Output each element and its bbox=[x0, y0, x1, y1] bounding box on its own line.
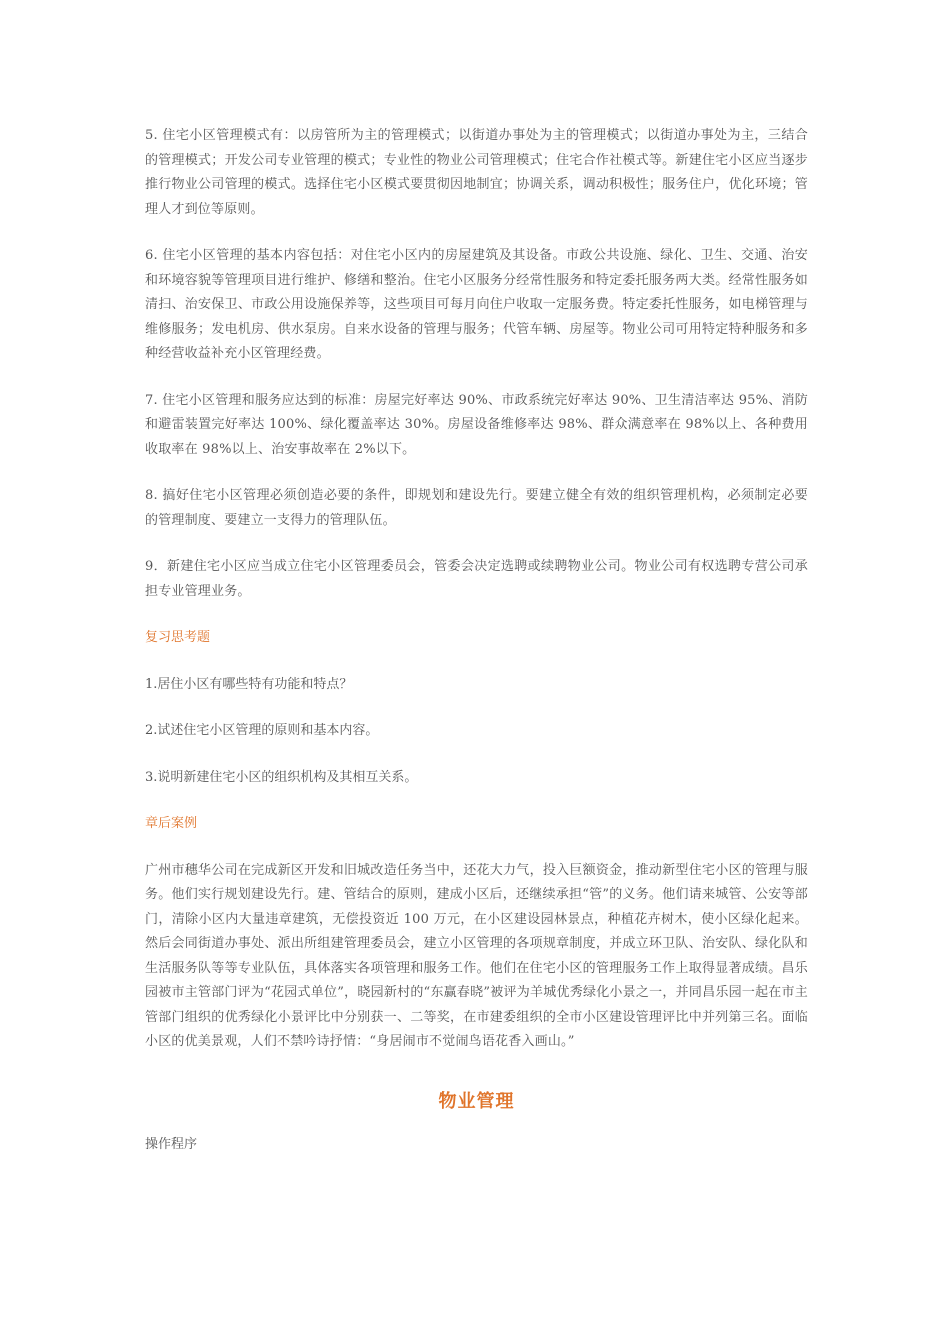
section-title: 物业管理 bbox=[438, 1090, 515, 1112]
review-question-2: 2.试述住宅小区管理的原则和基本内容。 bbox=[145, 723, 379, 738]
case-heading: 章后案例 bbox=[145, 816, 198, 831]
review-heading: 复习思考题 bbox=[145, 630, 211, 645]
case-text: 广州市穗华公司在完成新区开发和旧城改造任务当中，还花大力气，投入巨额资金，推动新型住宅小区的管理与服务。他们实行规划建设先行。建、管结合的原则，建成小区后，还继续承担“管”的义务。他们请来城管、公安等部门，清除小区内大量违章建筑，无偿投资近 100 万元，在小区建设园林景点，种植花卉树木，使小区绿化起来。然后会同街道办事处、派出所组建管理委员会，建立小区管理的各项规章制度，并成立环卫队、治安队、绿化队和生活服务队等等专业队伍，具体落实各项管理和服务工作。他们在住宅小区的管理服务工作上取得显著成绩。昌乐园被市主管部门评为“花园式单位”，晓园新村的“东赢春晓”被评为羊城优秀绿化小景之一，并同昌乐园一起在市主管部门组织的优秀绿化小景评比中分别获一、二等奖，在市建委组织的全市小区建设管理评比中并列第三名。面临小区的优美景观，人们不禁吟诗抒情：“身居闹市不觉闹鸟语花香入画山。” bbox=[145, 862, 808, 1049]
paragraph-8: 8. 搞好住宅小区管理必须创造必要的条件，即规划和建设先行。要建立健全有效的组织管理机构，必须制定必要的管理制度、要建立一支得力的管理队伍。 bbox=[145, 488, 808, 528]
paragraph-5: 5. 住宅小区管理模式有：以房管所为主的管理模式；以街道办事处为主的管理模式；以街道办事处为主，三结合的管理模式；开发公司专业管理的模式；专业性的物业公司管理模式；住宅合作社模式等。新建住宅小区应当逐步推行物业公司管理的模式。选择住宅小区模式要贯彻因地制宜；协调关系，调动积极性；服务住户，优化环境；管理人才到位等原则。 bbox=[145, 128, 808, 217]
paragraph-7: 7. 住宅小区管理和服务应达到的标准：房屋完好率达 90%、市政系统完好率达 90%、卫生清洁率达 95%、消防和避雷装置完好率达 100%、绿化覆盖率达 30%。房屋设备维修率达 98%、群众满意率在 98%以上、各种费用收取率在 98%以上、治安事故率在 2%以下。 bbox=[145, 392, 808, 457]
paragraph-6: 6. 住宅小区管理的基本内容包括：对住宅小区内的房屋建筑及其设备。市政公共设施、绿化、卫生、交通、治安和环境容貌等管理项目进行维护、修缮和整治。住宅小区服务分经常性服务和特定委托服务两大类。经常性服务如清扫、治安保卫、市政公用设施保养等，这些项目可每月向住户收取一定服务费。特定委托性服务，如电梯管理与维修服务；发电机房、供水泵房。自来水设备的管理与服务；代管车辆、房屋等。物业公司可用特定特种服务和多种经营收益补充小区管理经费。 bbox=[145, 248, 808, 361]
review-question-1: 1.居住小区有哪些特有功能和特点？ bbox=[145, 676, 353, 692]
review-question-3: 3.说明新建住宅小区的组织机构及其相互关系。 bbox=[145, 769, 418, 785]
paragraph-9: 9．新建住宅小区应当成立住宅小区管理委员会，管委会决定选聘或续聘物业公司。物业公司有权选聘专营公司承担专业管理业务。 bbox=[145, 559, 808, 599]
document-body bbox=[145, 124, 808, 1157]
section-subtitle: 操作程序 bbox=[145, 1136, 198, 1152]
